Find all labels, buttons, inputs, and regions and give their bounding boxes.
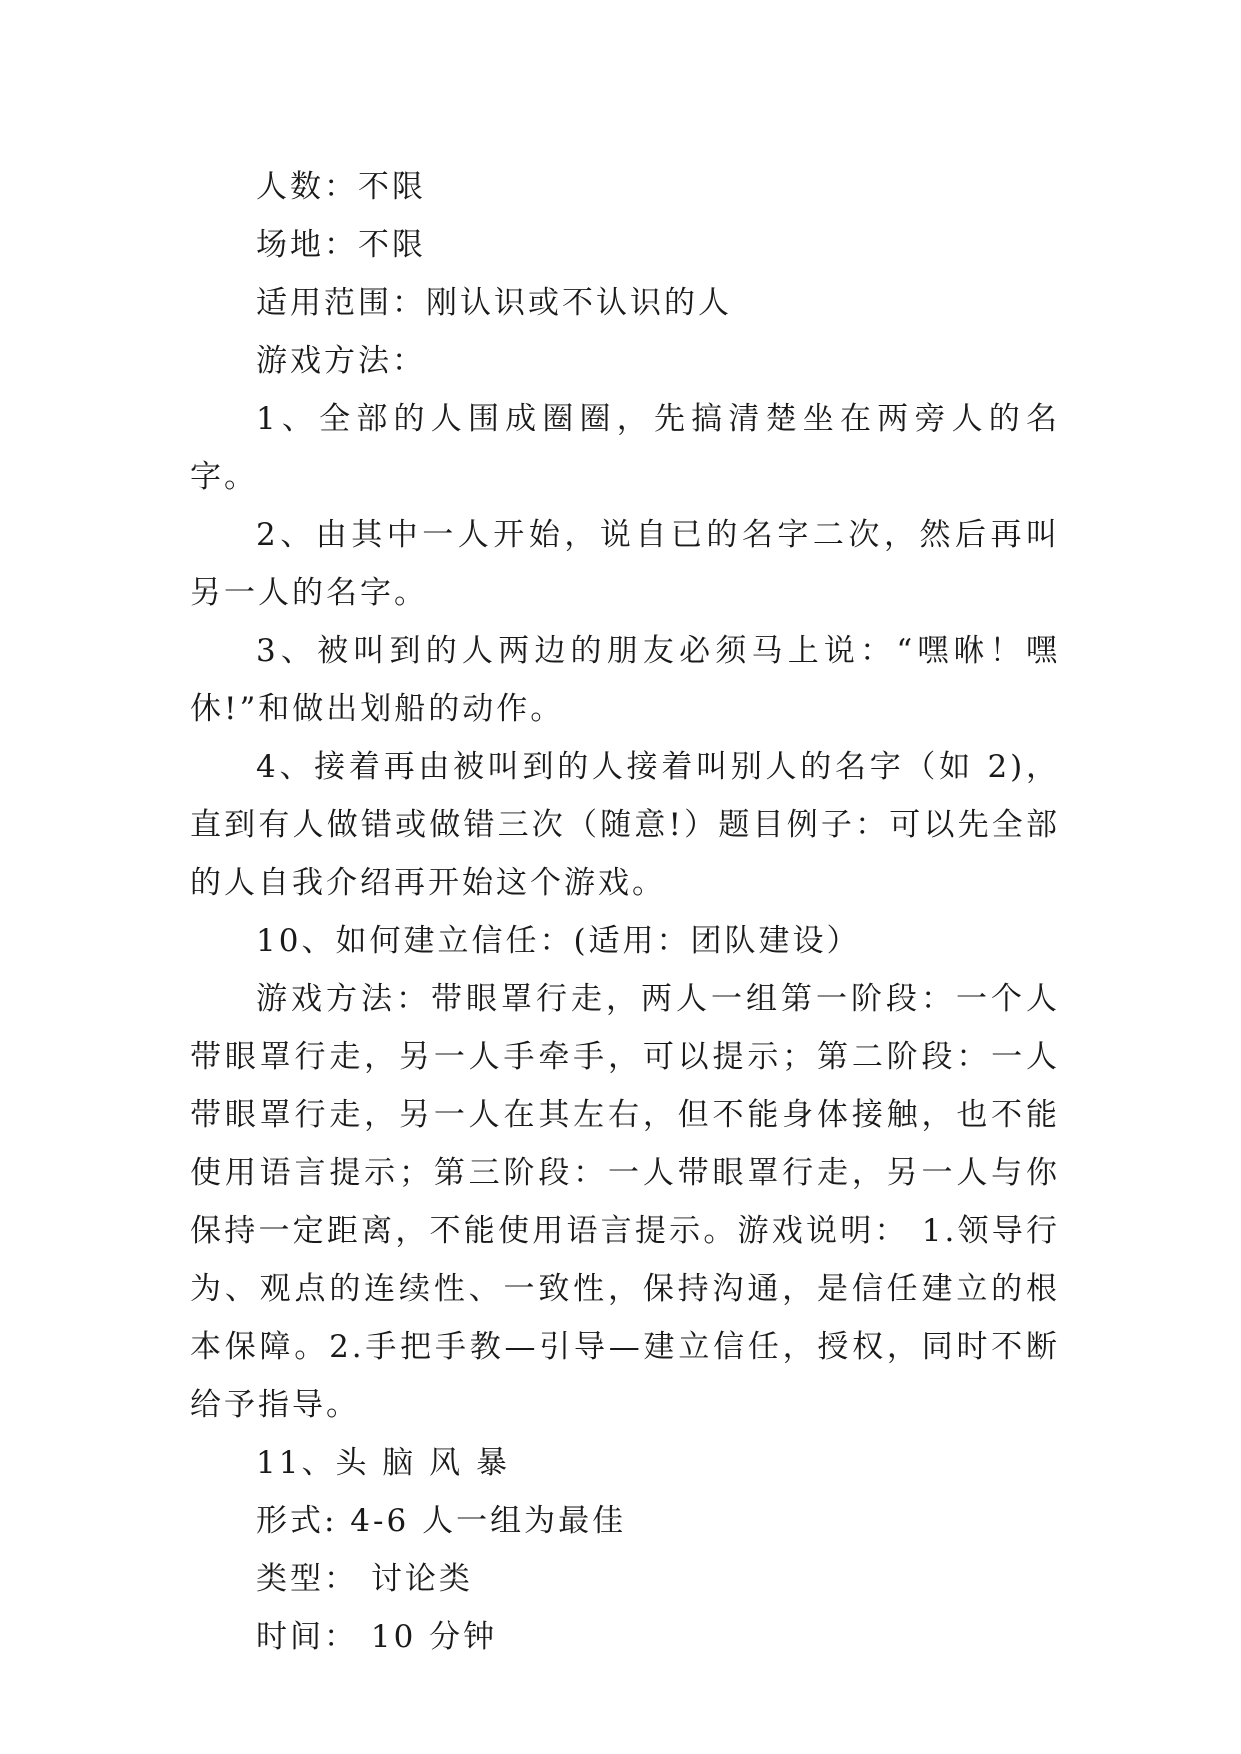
paragraph-method-heading: 游戏方法： [256,343,426,379]
paragraph-type: 类型： 讨论类 [256,1561,473,1597]
paragraph-step-4: 4、接着再由被叫到的人接着叫别人的名字（如 2)，直到有人做错或做错三次（随意!）题目例子：可以先全部的人自我介绍再开始这个游戏。 [190,749,1060,901]
paragraph-section-10-body: 游戏方法：带眼罩行走，两人一组第一阶段：一个人带眼罩行走，另一人手牵手，可以提示；第二阶段：一人带眼罩行走，另一人在其左右，但不能身体接触，也不能使用语言提示；第三阶段：一人带眼罩行走，另一人与你保持一定距离，不能使用语言提示。游戏说明： 1.领导行为、观点的连续性、一致性，保持沟通，是信任建立的根本保障。2.手把手教—引导—建立信任，授权，同时不断给予指导。 [190,981,1060,1423]
paragraph-step-3: 3、被叫到的人两边的朋友必须马上说：“嘿咻！嘿休!”和做出划船的动作。 [190,633,1060,727]
paragraph-step-2: 2、由其中一人开始，说自已的名字二次，然后再叫另一人的名字。 [190,517,1060,611]
paragraph-scope: 适用范围：刚认识或不认识的人 [256,285,732,321]
paragraph-participants: 人数：不限 [256,169,426,205]
paragraph-step-1: 1、全部的人围成圈圈，先搞清楚坐在两旁人的名字。 [190,401,1060,495]
paragraph-section-10-heading: 10、如何建立信任：(适用：团队建设） [256,923,861,959]
paragraph-section-11-heading: 11、头 脑 风 暴 [256,1445,511,1481]
paragraph-time: 时间： 10 分钟 [256,1619,498,1655]
document-body [190,158,1060,1666]
paragraph-format: 形式: 4-6 人一组为最佳 [256,1503,627,1539]
paragraph-venue: 场地：不限 [256,227,426,263]
